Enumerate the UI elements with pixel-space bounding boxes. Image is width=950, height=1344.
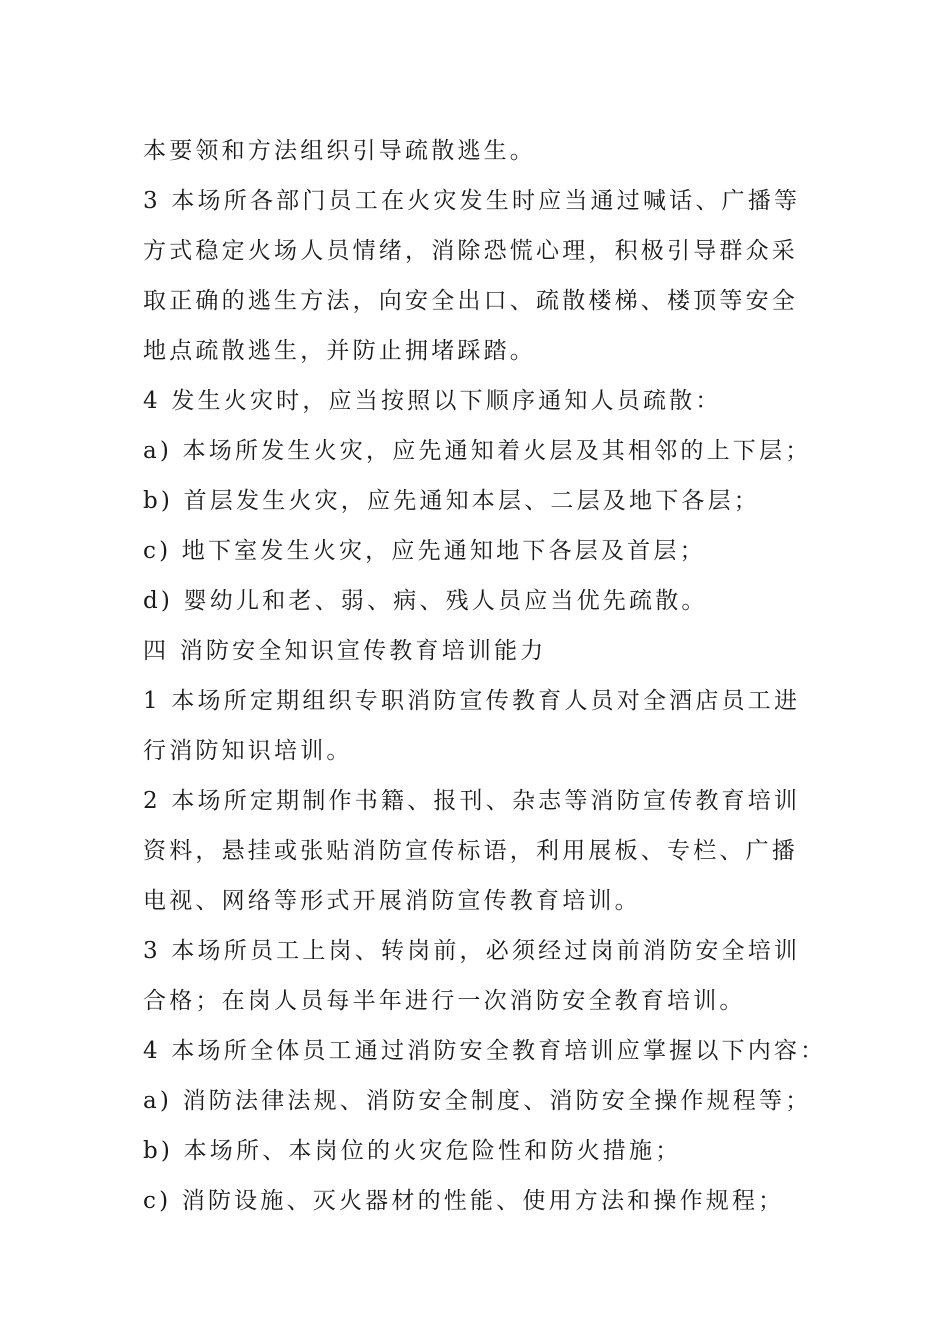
text-line: 取正确的逃生方法，向安全出口、疏散楼梯、楼顶等安全: [143, 288, 798, 314]
list-item: a) 消防法律法规、消防安全制度、消防安全操作规程等；: [143, 1088, 812, 1114]
list-item: c) 消防设施、灭火器材的性能、使用方法和操作规程；: [143, 1188, 785, 1214]
text-line: 合格；在岗人员每半年进行一次消防安全教育培训。: [143, 988, 746, 1014]
section-heading: 四 消防安全知识宣传教育培训能力: [143, 638, 547, 664]
list-item: c) 地下室发生火灾，应先通知地下各层及首层；: [143, 538, 706, 564]
text-line: 电视、网络等形式开展消防宣传教育培训。: [143, 888, 641, 914]
text-line: 3 本场所员工上岗、转岗前，必须经过岗前消防安全培训: [143, 938, 801, 964]
text-line: 2 本场所定期制作书籍、报刊、杂志等消防宣传教育培训: [143, 788, 801, 814]
list-item: b) 本场所、本岗位的火灾危险性和防火措施；: [143, 1138, 682, 1164]
text-line: 1 本场所定期组织专职消防宣传教育人员对全酒店员工进: [143, 688, 801, 714]
list-item: b) 首层发生火灾，应先通知本层、二层及地下各层；: [143, 488, 761, 514]
list-item: a) 本场所发生火灾，应先通知着火层及其相邻的上下层；: [143, 438, 812, 464]
text-line: 地点疏散逃生，并防止拥堵踩踏。: [143, 338, 536, 364]
list-item: d) 婴幼儿和老、弱、病、残人员应当优先疏散。: [143, 588, 708, 614]
text-line: 3 本场所各部门员工在火灾发生时应当通过喊话、广播等: [143, 188, 801, 214]
text-line: 4 发生火灾时，应当按照以下顺序通知人员疏散：: [143, 388, 722, 414]
text-line: 方式稳定火场人员情绪，消除恐慌心理，积极引导群众采: [143, 238, 798, 264]
text-line: 行消防知识培训。: [143, 738, 353, 764]
text-line: 4 本场所全体员工通过消防安全教育培训应掌握以下内容：: [143, 1038, 827, 1064]
text-line: 资料，悬挂或张贴消防宣传标语，利用展板、专栏、广播: [143, 838, 798, 864]
text-line: 本要领和方法组织引导疏散逃生。: [143, 138, 536, 164]
